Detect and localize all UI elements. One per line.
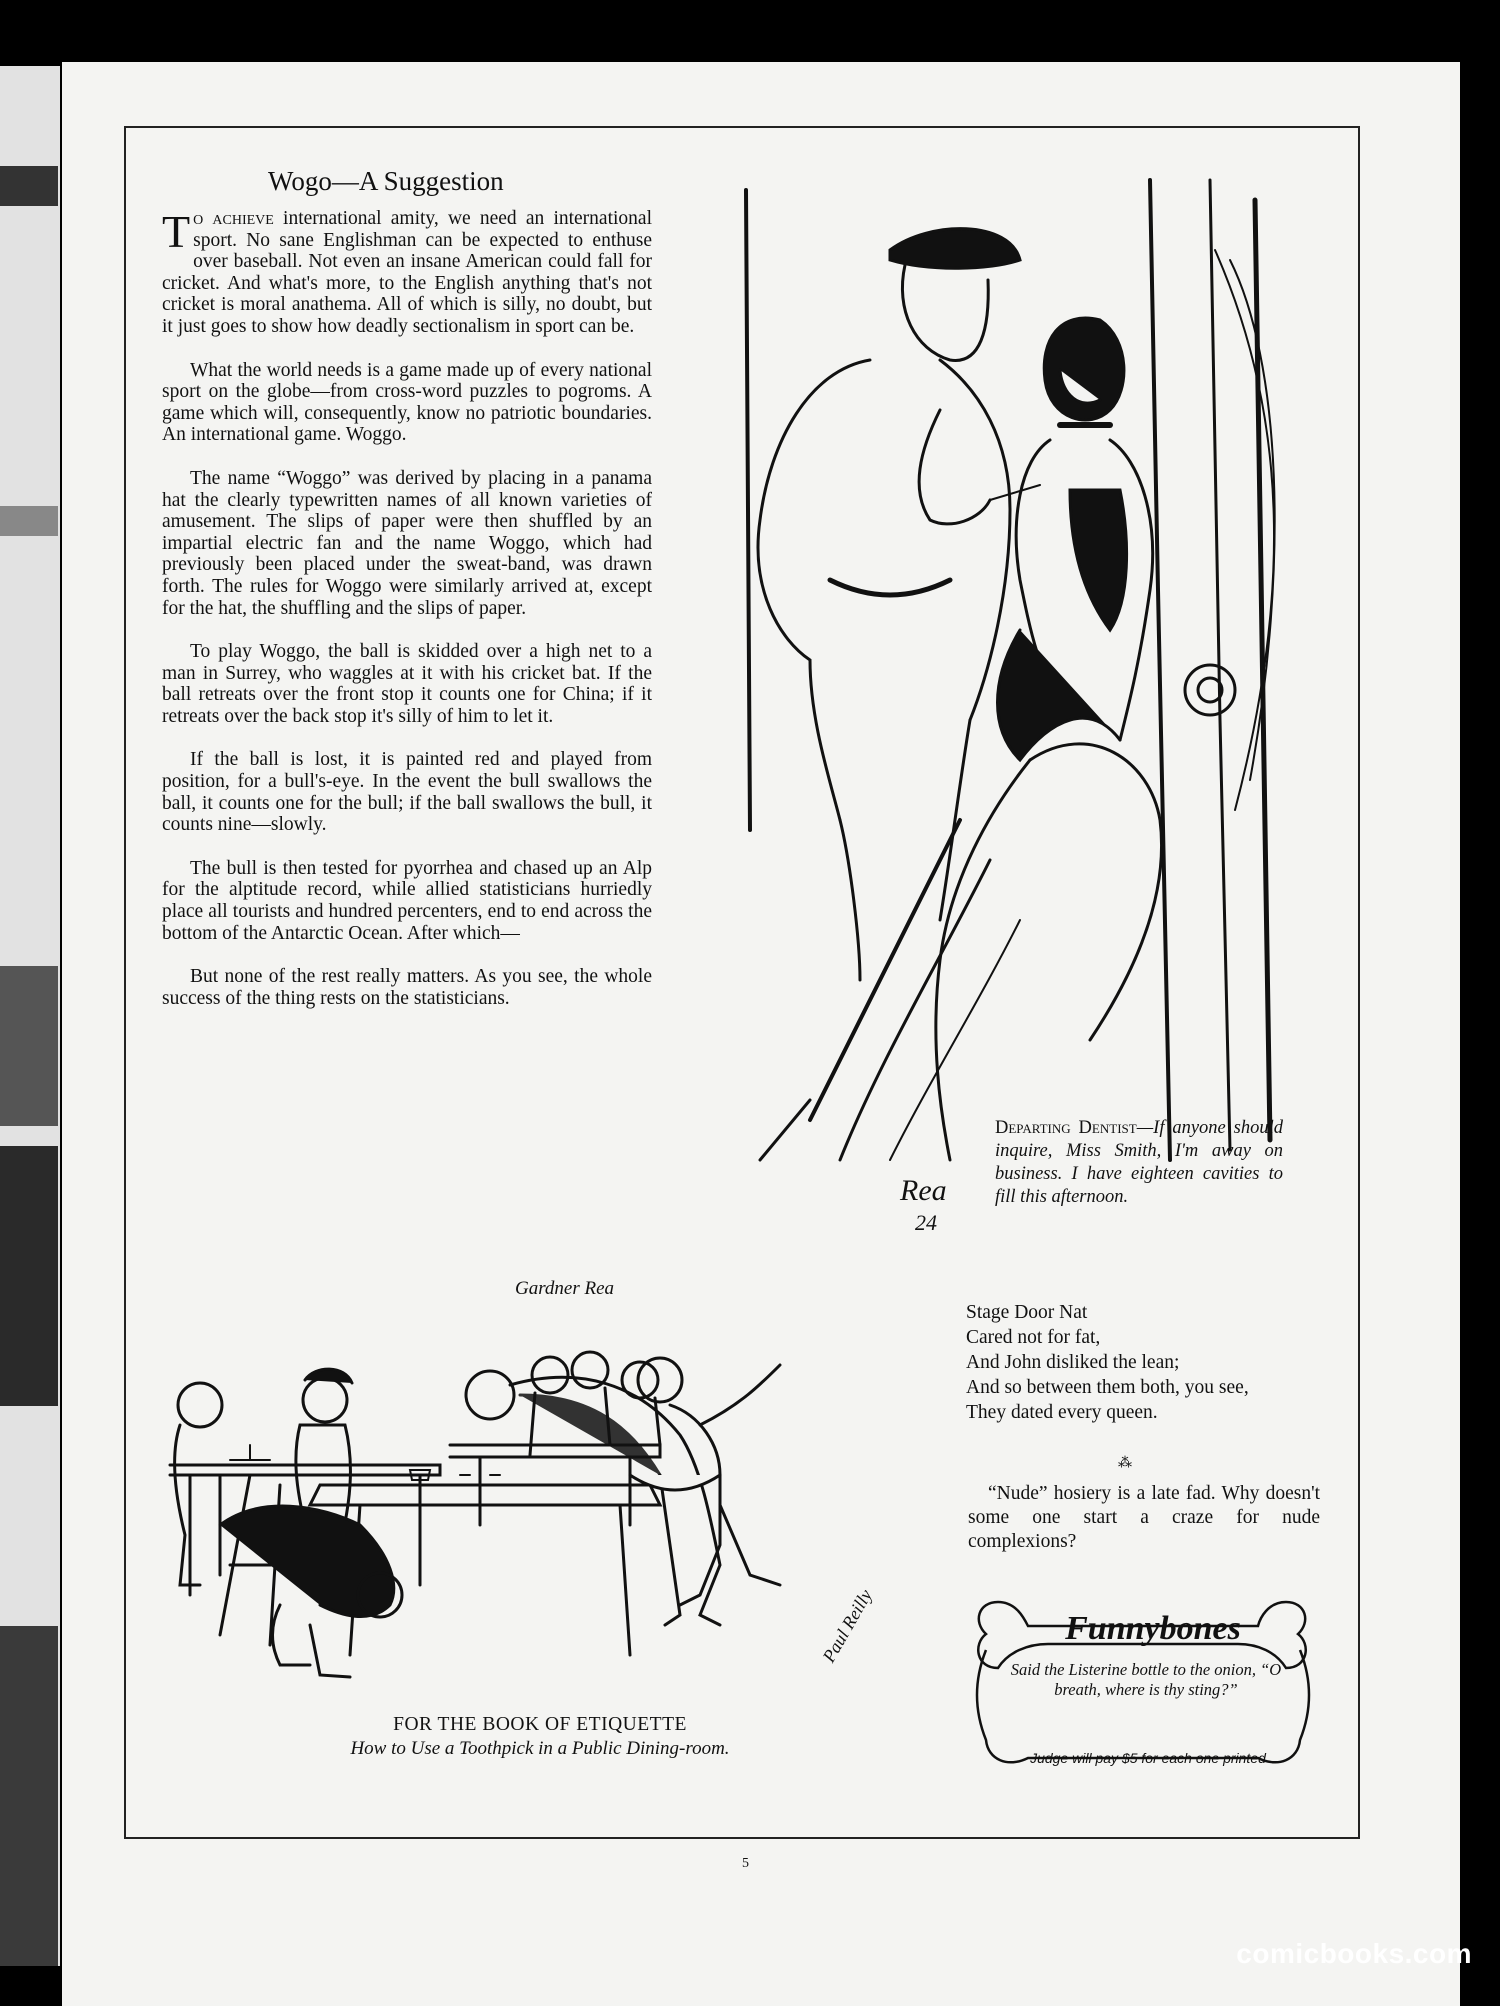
page-number: 5	[742, 1856, 749, 1871]
dentist-caption	[995, 1117, 1283, 1209]
cartoon-signature	[899, 1174, 947, 1235]
caption-text: —If anyone should inquire, Miss Smith, I'm away on business. I have eighteen cavities to fill this afternoon.	[995, 1118, 1284, 1207]
etiquette-caption-title: FOR THE BOOK OF ETIQUETTE	[393, 1714, 687, 1735]
funnybones-footer: Judge will pay $5 for each one printed	[1030, 1750, 1266, 1766]
svg-text:Rea: Rea	[900, 1174, 947, 1207]
article-body	[162, 208, 652, 1031]
drop-cap: T	[162, 206, 191, 257]
etiquette-caption-subtitle: How to Use a Toothpick in a Public Dining-room.	[350, 1738, 730, 1759]
poem-line: And John disliked the lean;	[966, 1352, 1180, 1373]
stage-door-poem	[966, 1300, 1249, 1425]
lead-smallcaps: o achieve	[193, 208, 274, 229]
caption-label: Departing Dentist	[995, 1118, 1137, 1138]
nude-hosiery-joke	[968, 1482, 1320, 1554]
funnybones-body: Said the Listerine bottle to the onion, “O breath, where is thy sting?”	[1010, 1660, 1282, 1699]
paragraph: To play Woggo, the ball is skidded over a high net to a man in Surrey, who waggles at it with his cricket bat. If the ball retreats over the front stop it counts one for China; if it retreats over the back stop it's silly of him to let it.	[162, 641, 652, 727]
dining-room-cartoon-illustration	[160, 1325, 940, 1710]
cartoon-signature: Paul Reilly	[818, 1585, 877, 1666]
paragraph: What the world needs is a game made up of every national sport on the globe—from cross-word puzzles to pogroms. A game which will, consequently, know no patriotic boundaries. An international game. Woggo.	[162, 359, 652, 446]
poem-line: And so between them both, you see,	[966, 1377, 1249, 1398]
paragraph: If the ball is lost, it is painted red and played from position, for a bull's-eye. In the event the bull swallows the ball, it counts one for the bull; if the ball swallows the bull, it counts nine—slowly.	[162, 749, 652, 836]
dentist-cartoon-illustration	[690, 160, 1350, 1270]
poem-line: Stage Door Nat	[966, 1302, 1088, 1323]
paragraph: But none of the rest really matters. As you see, the whole success of the thing rests on the statisticians.	[162, 966, 652, 1009]
paragraph-1-text: international amity, we need an international sport. No sane Englishman can be expected to enthuse over baseball. Not even an insane American could fall for cricket. And what's more, to the English anything that's not cricket is moral anathema. All of which is silly, no doubt, but it just goes to show how deadly sectionalism in sport can be.	[162, 208, 652, 337]
svg-text:24: 24	[915, 1210, 937, 1235]
funnybones-title: Funnybones	[1065, 1610, 1241, 1647]
joke-text: “Nude” hosiery is a late fad. Why doesn't some one start a craze for nude complexions?	[968, 1483, 1320, 1552]
article-title: Wogo—A Suggestion	[268, 166, 504, 196]
asterism-divider: ⁂	[1118, 1456, 1134, 1471]
poem-line: They dated every queen.	[966, 1402, 1158, 1423]
article-author: Gardner Rea	[515, 1278, 615, 1299]
site-watermark: comicbooks.com	[1236, 1938, 1472, 1969]
adjacent-page-strip	[0, 66, 63, 1966]
paragraph-1	[162, 208, 652, 338]
paragraph: The bull is then tested for pyorrhea and chased up an Alp for the alptitude record, while allied statisticians hurriedly place all tourists and hundred percenters, end to end across the bottom of the Antarctic Ocean. After which—	[162, 857, 652, 944]
paragraph: The name “Woggo” was derived by placing in a panama hat the clearly typewritten names of all known varieties of amusement. The slips of paper were then shuffled by an impartial electric fan and the name Woggo, which had previously been placed under the sweat-band, was drawn forth. The rules for Woggo were similarly arrived at, except for the hat, the shuffling and the slips of paper.	[162, 467, 652, 619]
poem-line: Cared not for fat,	[966, 1327, 1101, 1348]
